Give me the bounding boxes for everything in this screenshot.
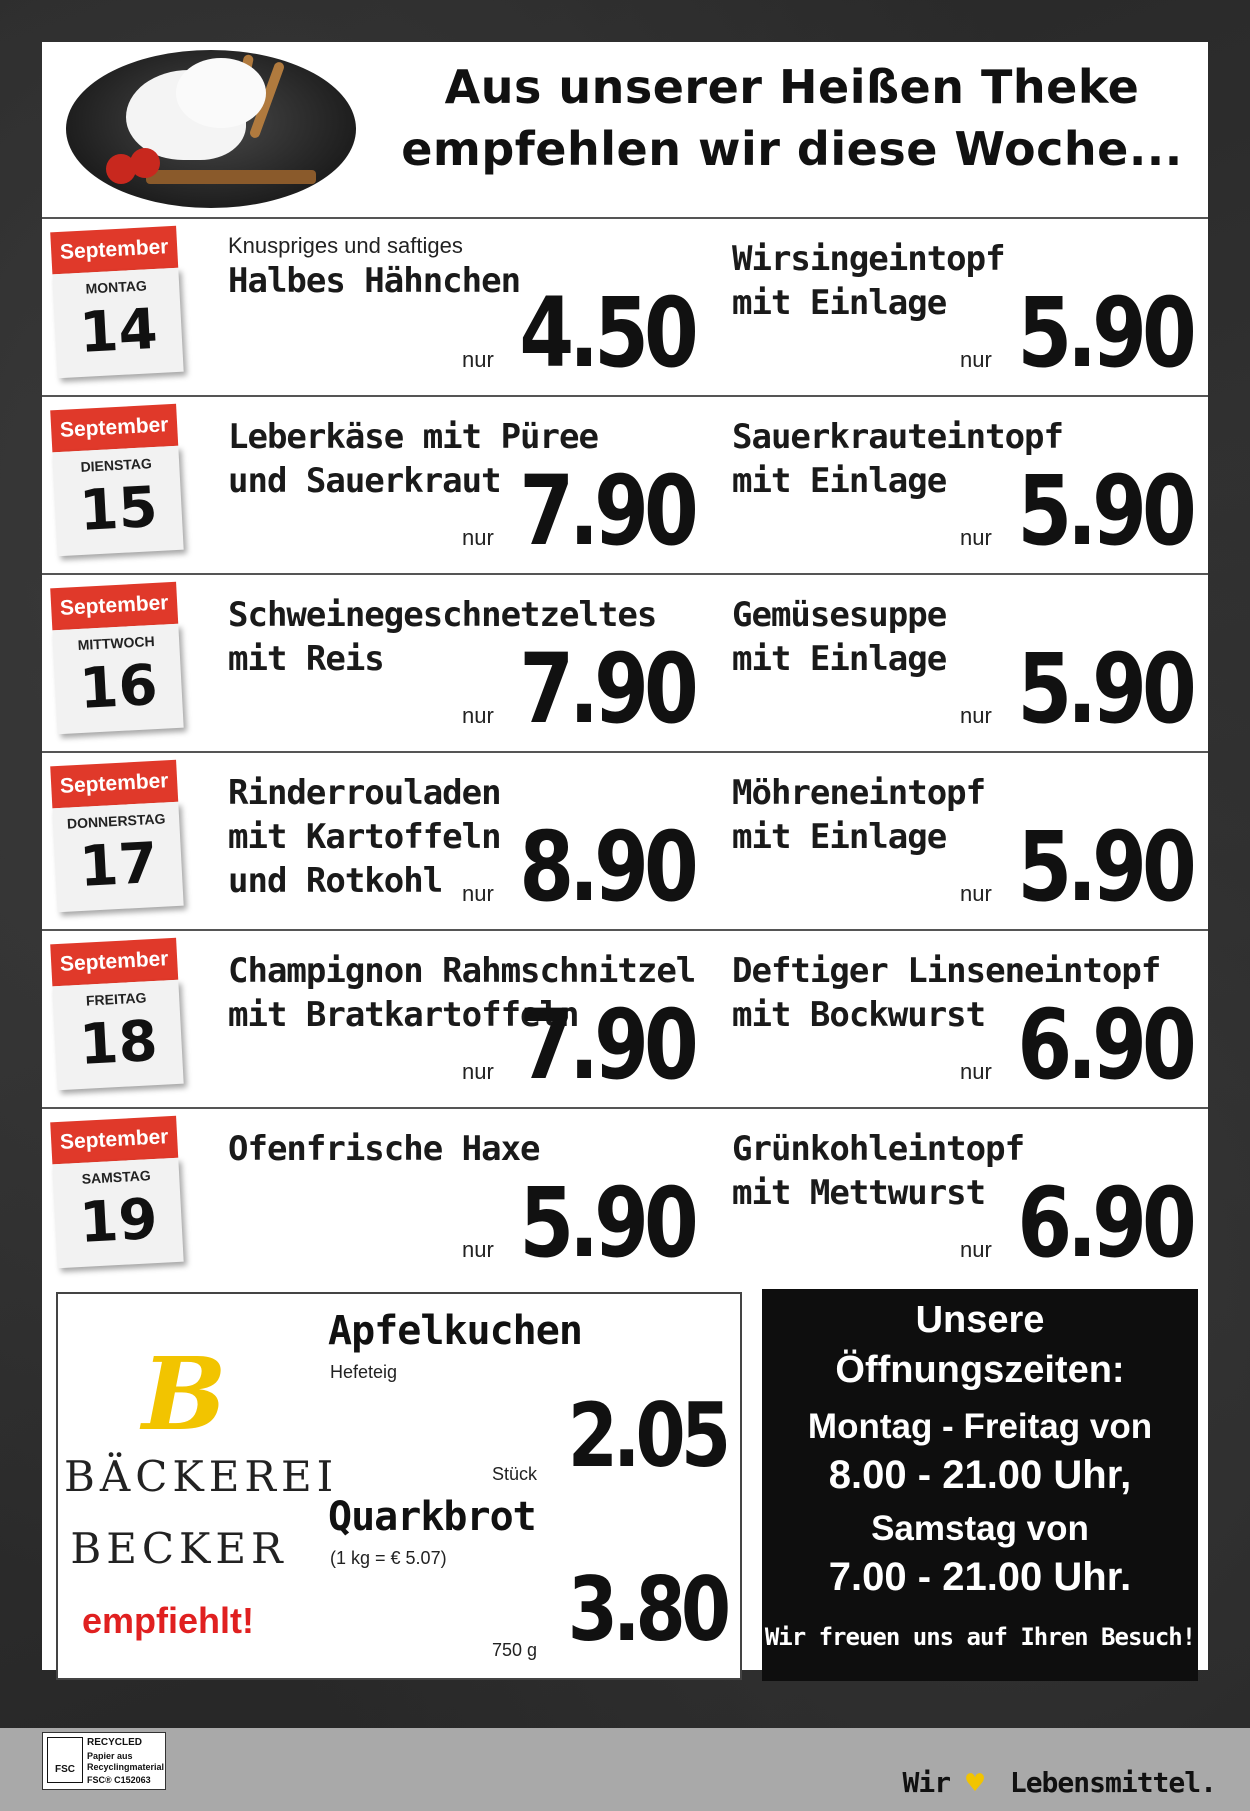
right-dish-line: Gemüsesuppe	[732, 595, 947, 635]
right-price: 5.90	[1017, 811, 1192, 923]
bakery-recommends: empfiehlt!	[82, 1600, 255, 1641]
calendar-page	[52, 802, 183, 912]
menu-row	[42, 1107, 1208, 1285]
left-dish-line: und Rotkohl	[228, 861, 443, 901]
calendar-icon	[50, 760, 184, 914]
calendar-day: 14	[77, 296, 160, 366]
left-dish-intro: Knuspriges und saftiges	[228, 233, 463, 258]
right-price: 6.90	[1017, 1167, 1192, 1279]
calendar-page	[52, 980, 183, 1090]
brand-logo	[903, 1766, 1216, 1799]
left-nur: nur	[462, 703, 494, 728]
fsc-badge	[42, 1732, 166, 1790]
calendar-icon	[50, 226, 184, 380]
right-nur: nur	[960, 703, 992, 728]
flyer-sheet	[42, 42, 1208, 1670]
left-price: 7.90	[519, 989, 694, 1101]
bakery-item-1-name: Apfelkuchen	[328, 1308, 582, 1354]
menu-row	[42, 395, 1208, 573]
left-dish-line: Leberkäse mit Püree	[228, 417, 598, 457]
left-dish-line: mit Kartoffeln	[228, 817, 501, 857]
bakery-item-1-unit: Stück	[492, 1464, 538, 1484]
calendar-icon	[50, 1116, 184, 1270]
calendar-weekday: MONTAG	[85, 277, 148, 297]
right-nur: nur	[960, 1237, 992, 1262]
calendar-page	[52, 624, 183, 734]
bakery-name-line-2: BECKER	[70, 1524, 288, 1573]
right-dish-line: mit Einlage	[732, 639, 947, 679]
left-dish-line: Ofenfrische Haxe	[228, 1129, 540, 1169]
bakery-item-2-sub: (1 kg = € 5.07)	[330, 1548, 447, 1568]
right-dish-line: mit Einlage	[732, 283, 947, 323]
hours-saturday-time: 7.00 - 21.00 Uhr.	[828, 1555, 1132, 1599]
hours-greeting: Wir freuen uns auf Ihren Besuch!	[764, 1623, 1196, 1651]
menu-row	[42, 929, 1208, 1107]
fsc-paper-1: Papier aus	[87, 1751, 133, 1761]
menu-row	[42, 217, 1208, 395]
right-dish-line: Grünkohleintopf	[732, 1129, 1025, 1169]
cutting-board-icon	[146, 170, 316, 184]
right-dish-line: mit Einlage	[732, 461, 947, 501]
right-dish-line: Möhreneintopf	[732, 773, 986, 813]
calendar-weekday: MITTWOCH	[77, 633, 156, 654]
calendar-day: 17	[77, 830, 160, 900]
calendar-weekday: DIENSTAG	[80, 455, 153, 475]
headline	[382, 56, 1202, 180]
calendar-icon	[50, 938, 184, 1092]
left-dish-line: Halbes Hähnchen	[228, 261, 521, 301]
right-dish-line: Wirsingeintopf	[732, 239, 1005, 279]
bakery-name-line-1: BÄCKEREI	[64, 1452, 339, 1501]
left-price: 5.90	[519, 1167, 694, 1279]
right-nur: nur	[960, 347, 992, 372]
calendar-weekday: FREITAG	[85, 989, 147, 1009]
chef-hat-image	[66, 50, 356, 208]
right-dish-line: mit Einlage	[732, 817, 947, 857]
bakery-box	[56, 1292, 742, 1680]
brand-left: Wir	[902, 1766, 951, 1799]
bakery-item-2-price: 3.80	[567, 1558, 726, 1661]
fsc-tree-icon: FSC	[47, 1737, 83, 1783]
left-price: 8.90	[519, 811, 694, 923]
right-price: 5.90	[1017, 633, 1192, 745]
right-nur: nur	[960, 881, 992, 906]
menu-row	[42, 751, 1208, 929]
hours-title-2: Öffnungszeiten:	[835, 1349, 1125, 1391]
calendar-day: 16	[77, 652, 160, 722]
hours-saturday: Samstag von	[871, 1509, 1089, 1548]
right-dish-line: mit Mettwurst	[732, 1173, 986, 1213]
bakery-item-1-sub: Hefeteig	[330, 1362, 398, 1382]
left-nur: nur	[462, 525, 494, 550]
menu-row	[42, 573, 1208, 751]
tomato-icon	[130, 148, 160, 178]
left-price: 7.90	[519, 633, 694, 745]
hours-weekday-time: 8.00 - 21.00 Uhr,	[828, 1453, 1132, 1497]
header	[42, 42, 1208, 217]
hours-title-1: Unsere	[915, 1299, 1045, 1341]
calendar-weekday: DONNERSTAG	[66, 810, 166, 832]
calendar-day: 18	[77, 1008, 160, 1078]
calendar-page	[52, 446, 183, 556]
calendar-icon	[50, 404, 184, 558]
right-nur: nur	[960, 1059, 992, 1084]
calendar-month: September	[50, 938, 178, 987]
calendar-month: September	[50, 226, 178, 275]
left-nur: nur	[462, 1059, 494, 1084]
left-price: 7.90	[519, 455, 694, 567]
left-dish-line: Schweinegeschnetzeltes	[228, 595, 657, 635]
calendar-weekday: SAMSTAG	[81, 1167, 152, 1187]
right-dish-line: mit Bockwurst	[732, 995, 986, 1035]
left-dish-line: und Sauerkraut	[228, 461, 501, 501]
left-dish-line: Champignon Rahmschnitzel	[228, 951, 696, 991]
fsc-code: FSC® C152063	[87, 1775, 151, 1785]
right-price: 5.90	[1017, 277, 1192, 389]
right-nur: nur	[960, 525, 992, 550]
brand-right: Lebensmittel.	[1009, 1766, 1216, 1799]
calendar-day: 15	[77, 474, 160, 544]
fsc-paper-2: Recyclingmaterial	[87, 1762, 165, 1772]
left-nur: nur	[462, 881, 494, 906]
calendar-month: September	[50, 760, 178, 809]
chef-hat-top-icon	[176, 58, 266, 128]
calendar-day: 19	[77, 1186, 160, 1256]
hours-weekdays: Montag - Freitag von	[807, 1407, 1153, 1446]
left-dish-line: mit Reis	[228, 639, 384, 679]
right-price: 5.90	[1017, 455, 1192, 567]
bakery-item-2-name: Quarkbrot	[328, 1494, 536, 1540]
right-price: 6.90	[1017, 989, 1192, 1101]
bakery-logo-icon: B	[142, 1335, 227, 1453]
left-dish-line: Rinderrouladen	[228, 773, 501, 813]
opening-hours-box	[762, 1289, 1198, 1681]
left-price: 4.50	[519, 277, 694, 389]
left-nur: nur	[462, 1237, 494, 1262]
left-nur: nur	[462, 347, 494, 372]
calendar-icon	[50, 582, 184, 736]
heart-icon: ♥	[965, 1766, 984, 1801]
left-dish-line: mit Bratkartoffeln	[228, 995, 579, 1035]
calendar-page	[52, 1158, 183, 1268]
right-dish-line: Sauerkrauteintopf	[732, 417, 1063, 457]
bakery-item-1-price: 2.05	[567, 1384, 726, 1487]
calendar-month: September	[50, 1116, 178, 1165]
calendar-month: September	[50, 582, 178, 631]
right-dish-line: Deftiger Linseneintopf	[732, 951, 1161, 991]
bakery-item-2-unit: 750 g	[492, 1640, 538, 1660]
headline-line-1: Aus unserer Heißen Theke	[444, 60, 1140, 114]
calendar-page	[52, 268, 183, 378]
calendar-month: September	[50, 404, 178, 453]
fsc-recycled: RECYCLED	[87, 1737, 143, 1748]
headline-line-2: empfehlen wir diese Woche...	[401, 122, 1183, 176]
